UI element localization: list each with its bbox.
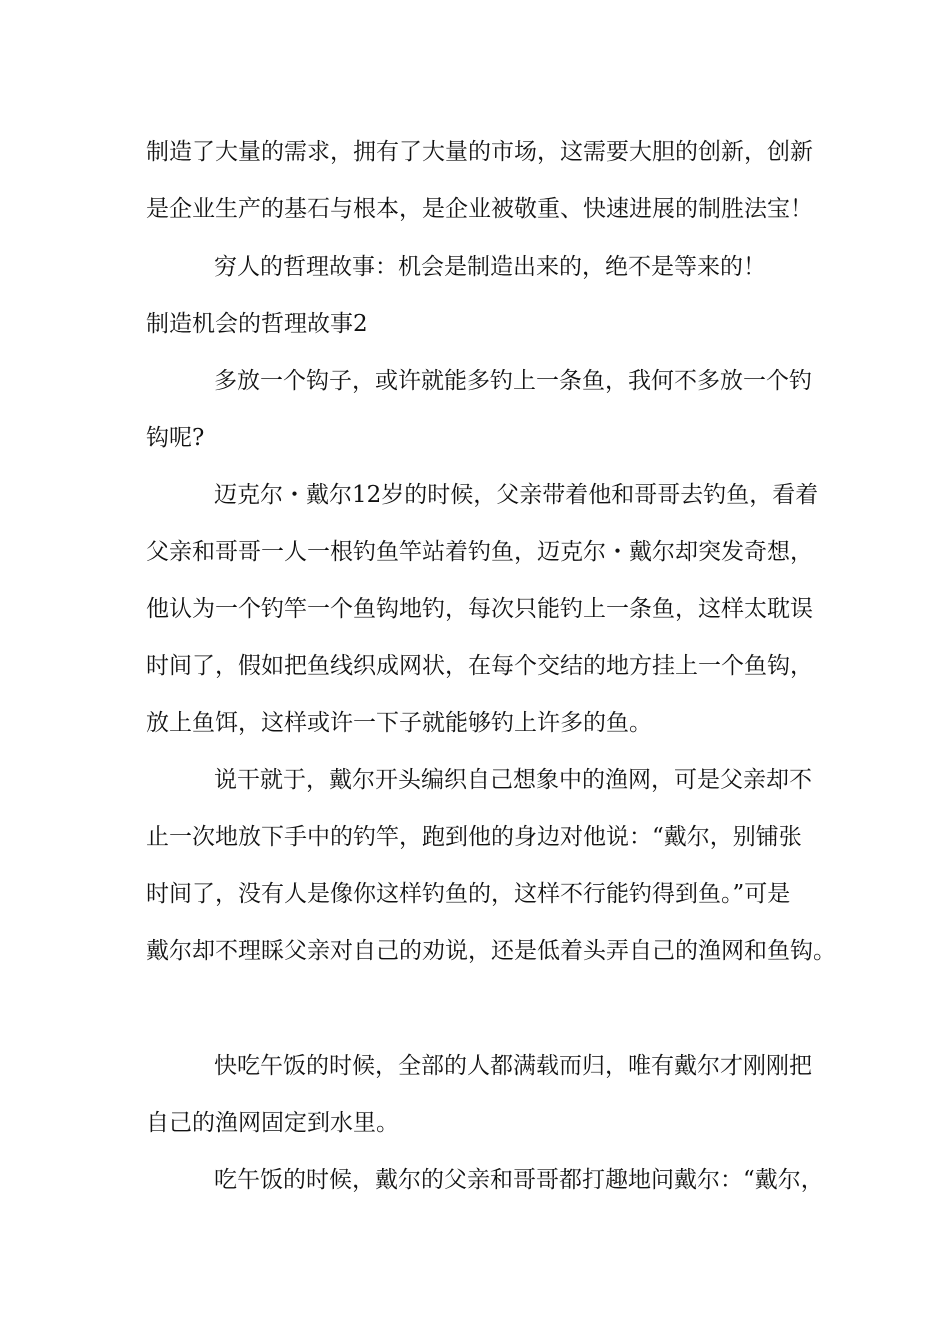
text-line: 时间了，没有人是像你这样钓鱼的，这样不行能钓得到鱼。”可是	[146, 881, 791, 907]
text-line: 自己的渔网固定到水里。	[146, 1110, 399, 1136]
text-line: 放上鱼饵，这样或许一下子就能够钓上许多的鱼。	[146, 710, 652, 736]
text-line: 迈克尔・戴尔12岁的时候，父亲带着他和哥哥去钓鱼，看着	[214, 482, 819, 508]
text-line: 穷人的哲理故事：机会是制造出来的，绝不是等来的！	[214, 254, 766, 280]
text-line: 快吃午饭的时候，全部的人都满载而归，唯有戴尔才刚刚把	[214, 1053, 812, 1079]
text-line: 吃午饭的时候，戴尔的父亲和哥哥都打趣地问戴尔：“戴尔，	[214, 1167, 824, 1193]
text-line: 他认为一个钓竿一个鱼钩地钓，每次只能钓上一条鱼，这样太耽误	[146, 596, 813, 622]
text-line: 时间了，假如把鱼线织成网状，在每个交结的地方挂上一个鱼钩，	[146, 653, 813, 679]
text-line: 父亲和哥哥一人一根钓鱼竿站着钓鱼，迈克尔・戴尔却突发奇想，	[146, 539, 813, 565]
text-line: 戴尔却不理睬父亲对自己的劝说，还是低着头弄自己的渔网和鱼钩。	[146, 938, 836, 964]
text-line: 钩呢?	[146, 425, 205, 451]
text-line: 制造了大量的需求，拥有了大量的市场，这需要大胆的创新，创新	[146, 139, 813, 165]
text-line: 是企业生产的基石与根本，是企业被敬重、快速进展的制胜法宝！	[146, 196, 813, 222]
section-heading: 制造机会的哲理故事2	[146, 311, 368, 337]
text-line: 说干就于，戴尔开头编织自己想象中的渔网，可是父亲却不	[214, 767, 812, 793]
text-line: 止一次地放下手中的钓竿，跑到他的身边对他说：“戴尔，别铺张	[146, 824, 802, 850]
text-line: 多放一个钩子，或许就能多钓上一条鱼，我何不多放一个钓	[214, 368, 812, 394]
